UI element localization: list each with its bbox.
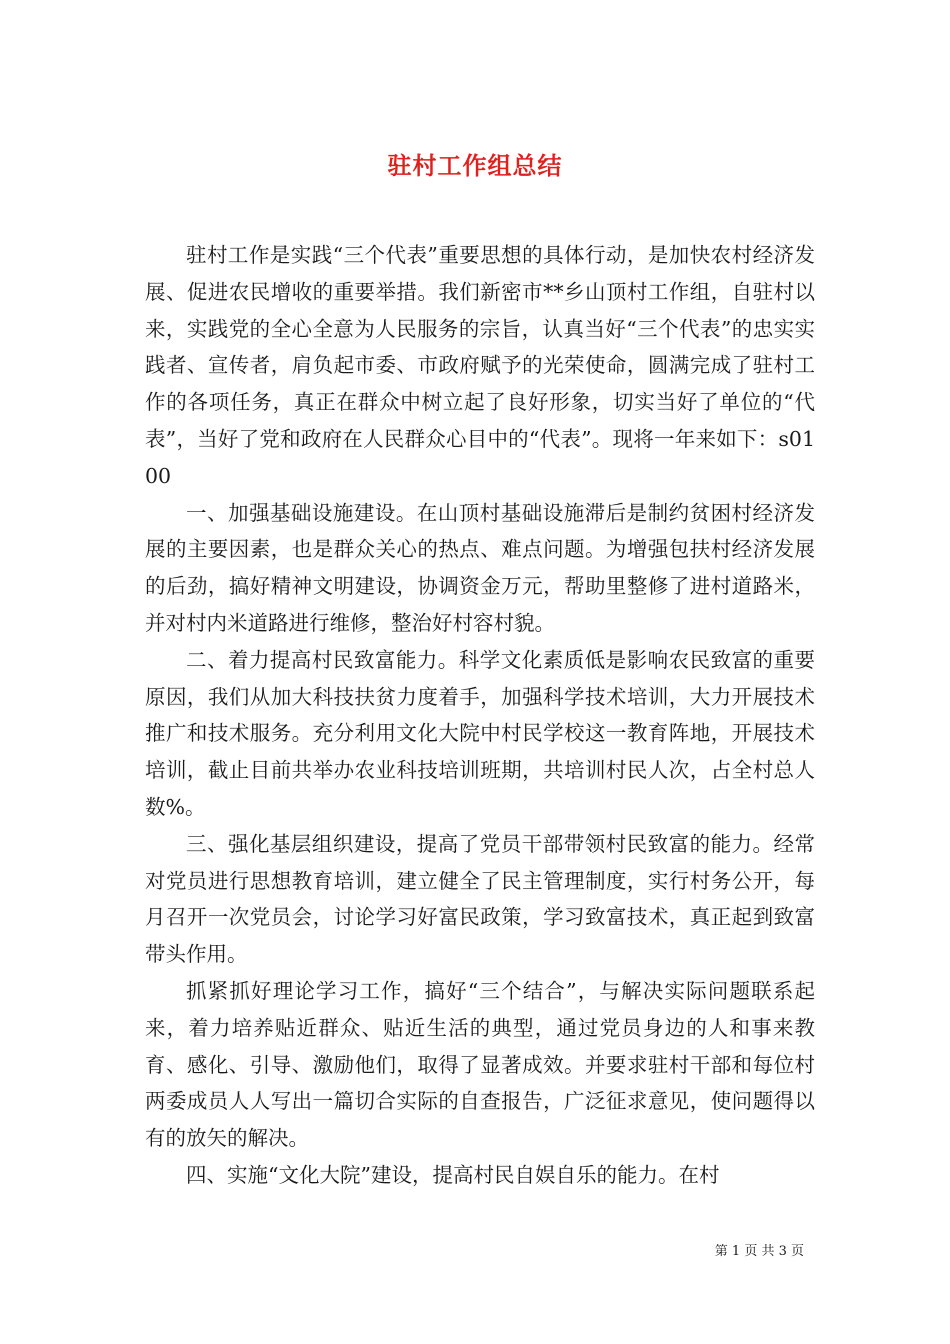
document-body [145, 237, 815, 1194]
paragraph-infrastructure: 一、加强基础设施建设。在山顶村基础设施滞后是制约贫困村经济发展的主要因素，也是群众关心的热点、难点问题。为增强包扶村经济发展的后劲，搞好精神文明建设，协调资金万元，帮助里整修了进村道路米，并对村内米道路进行维修，整治好村容村貌。 [145, 500, 815, 635]
paragraph-theory-study: 抓紧抓好理论学习工作，搞好“三个结合”，与解决实际问题联系起来，着力培养贴近群众、贴近生活的典型，通过党员身边的人和事来教育、感化、引导、激励他们，取得了显著成效。并要求驻村干部和每位村两委成员人人写出一篇切合实际的自查报告，广泛征求意见，使问题得以有的放矢的解决。 [145, 978, 815, 1151]
paragraph-organization: 三、强化基层组织建设，提高了党员干部带领村民致富的能力。经常对党员进行思想教育培训，建立健全了民主管理制度，实行村务公开，每月召开一次党员会，讨论学习好富民政策，学习致富技术，真正起到致富带头作用。 [145, 831, 815, 967]
paragraph-capability: 二、着力提高村民致富能力。科学文化素质低是影响农民致富的重要原因，我们从加大科技扶贫力度着手，加强科学技术培训，大力开展技术推广和技术服务。充分利用文化大院中村民学校这一教育阵地，开展技术培训，截止目前共举办农业科技培训班期，共培训村民人次，占全村总人数%。 [145, 647, 815, 819]
paragraph-intro: 驻村工作是实践“三个代表”重要思想的具体行动，是加快农村经济发展、促进农民增收的重要举措。我们新密市**乡山顶村工作组，自驻村以来，实践党的全心全意为人民服务的宗旨，认真当好“三个代表”的忠实实践者、宣传者，肩负起市委、市政府赋予的光荣使命，圆满完成了驻村工作的各项任务，真正在群众中树立起了良好形象，切实当好了单位的“代表”，当好了党和政府在人民群众心目中的“代表”。现将一年来如下：s0100 [145, 243, 815, 488]
page-number-footer: 第 1 页 共 3 页 [714, 1244, 804, 1259]
document-title: 驻村工作组总结 [387, 152, 563, 181]
paragraph-culture: 四、实施“文化大院”建设，提高村民自娱自乐的能力。在村 [186, 1162, 720, 1187]
